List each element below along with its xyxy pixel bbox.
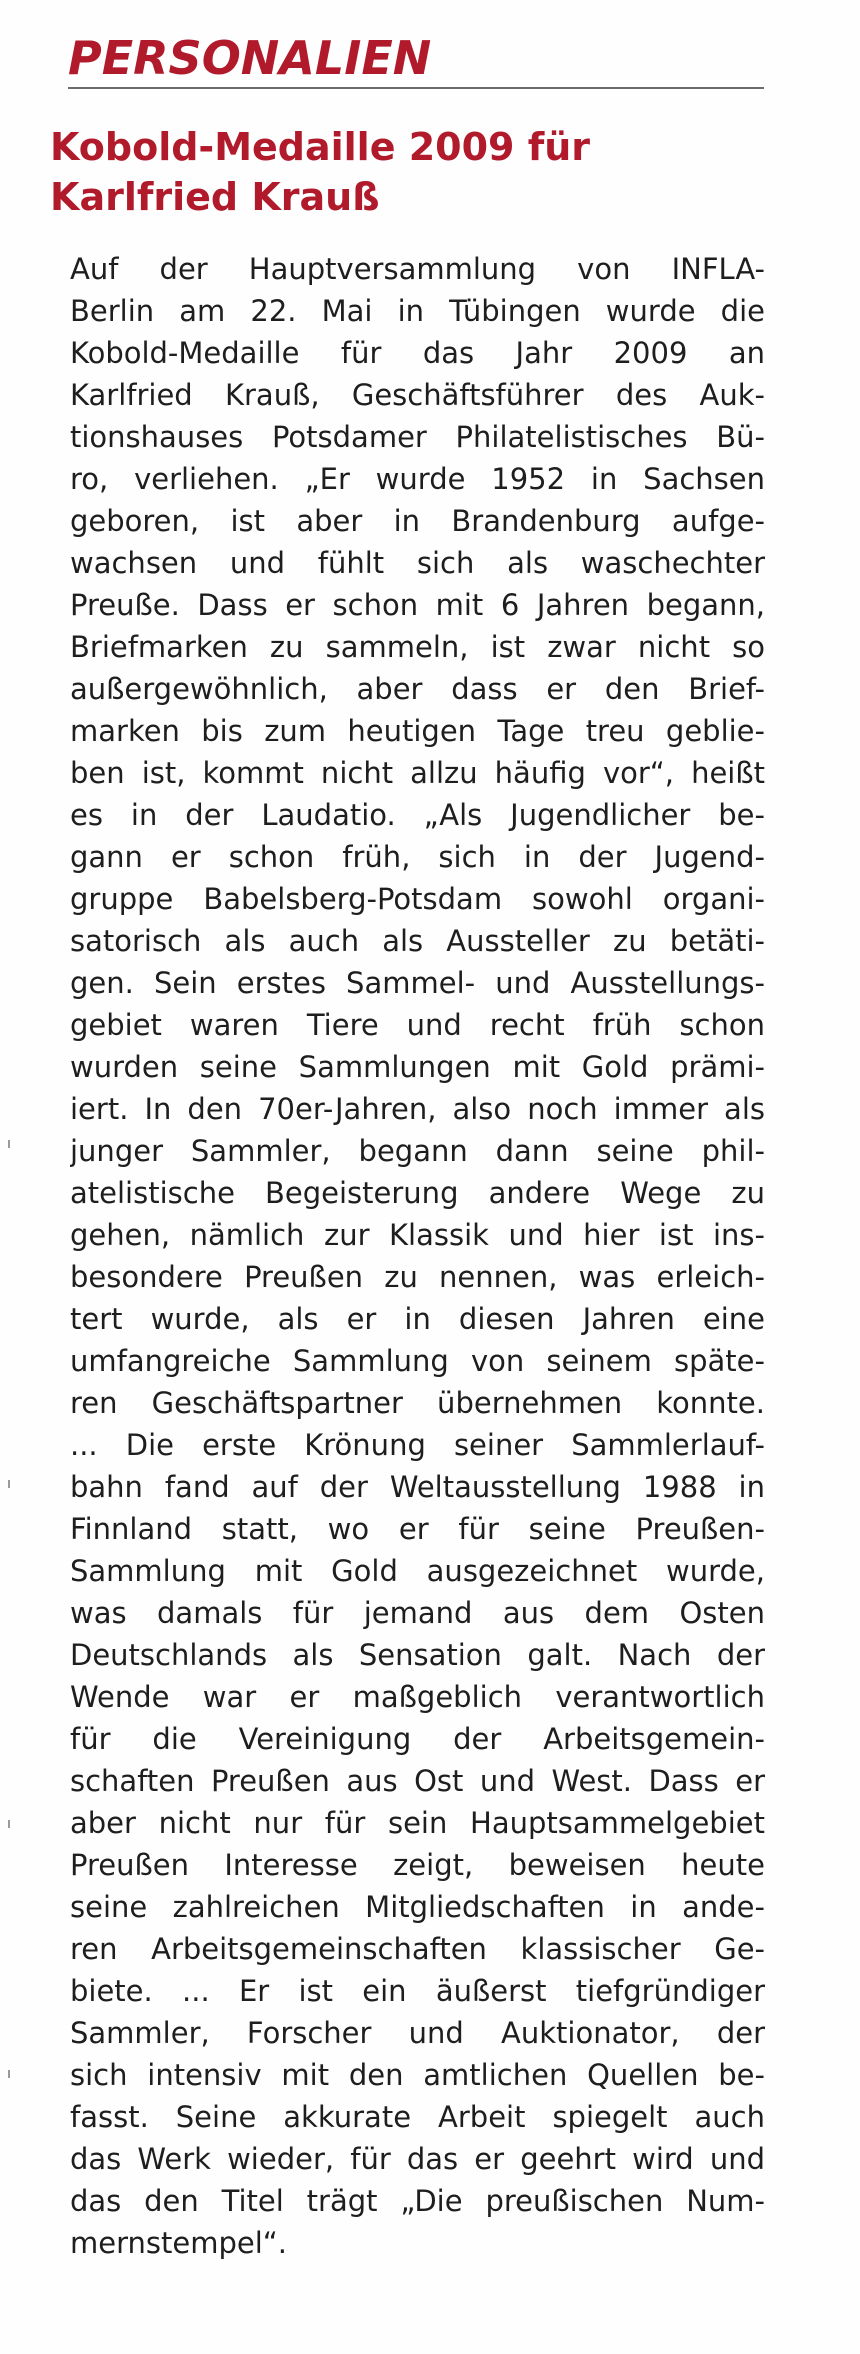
body-text-line: es in der Laudatio. „Als Jugendlicher be- — [70, 798, 765, 832]
body-text-line: mernstempel“. — [70, 2226, 288, 2260]
body-text-line: atelistische Begeisterung andere Wege zu — [70, 1176, 765, 1210]
section-title: PERSONALIEN — [68, 31, 432, 85]
body-text-line: ren Geschäftspartner übernehmen konnte. — [70, 1386, 765, 1420]
binding-mark — [8, 1140, 10, 1148]
body-text-line: ... Die erste Krönung seiner Sammlerlauf- — [70, 1428, 765, 1462]
headline-line: Karlfried Krauß — [50, 175, 380, 219]
article-headline — [50, 122, 780, 222]
body-text-line: Karlfried Krauß, Geschäftsführer des Auk- — [70, 378, 765, 412]
body-text-line: Finnland statt, wo er für seine Preußen- — [70, 1512, 765, 1546]
body-text-line: biete. ... Er ist ein äußerst tiefgründiger — [70, 1974, 765, 2008]
body-text-line: tionshauses Potsdamer Philatelistisches Bü- — [70, 420, 765, 454]
headline-line: Kobold-Medaille 2009 für — [50, 125, 591, 169]
body-text-line: schaften Preußen aus Ost und West. Dass er — [70, 1764, 765, 1798]
body-text-line: tert wurde, als er in diesen Jahren eine — [70, 1302, 765, 1336]
body-text-line: gann er schon früh, sich in der Jugend- — [70, 840, 765, 874]
body-text-line: wurden seine Sammlungen mit Gold prämi- — [70, 1050, 765, 1084]
body-text-line: gehen, nämlich zur Klassik und hier ist ins- — [70, 1218, 765, 1252]
body-text-line: Sammler, Forscher und Auktionator, der — [70, 2016, 765, 2050]
body-text-line: seine zahlreichen Mitgliedschaften in ande- — [70, 1890, 765, 1924]
body-text-line: gen. Sein erstes Sammel- und Ausstellungs- — [70, 966, 765, 1000]
body-text-line: iert. In den 70er-Jahren, also noch immer als — [70, 1092, 765, 1126]
body-text-line: wachsen und fühlt sich als waschechter — [70, 546, 765, 580]
body-text-line: was damals für jemand aus dem Osten — [70, 1596, 765, 1630]
body-text-line: sich intensiv mit den amtlichen Quellen be- — [70, 2058, 765, 2092]
body-text-line: Berlin am 22. Mai in Tübingen wurde die — [70, 294, 765, 328]
body-text-line: Sammlung mit Gold ausgezeichnet wurde, — [70, 1554, 765, 1588]
binding-mark — [8, 1820, 10, 1828]
body-text-line: außergewöhnlich, aber dass er den Brief- — [70, 672, 765, 706]
body-text-line: besondere Preußen zu nennen, was erleich- — [70, 1260, 765, 1294]
body-text-line: ben ist, kommt nicht allzu häufig vor“, heißt — [70, 756, 765, 790]
binding-mark — [8, 2070, 10, 2078]
body-text-line: ren Arbeitsgemeinschaften klassischer Ge- — [70, 1932, 765, 1966]
body-text-line: umfangreiche Sammlung von seinem späte- — [70, 1344, 765, 1378]
body-text-line: Deutschlands als Sensation galt. Nach der — [70, 1638, 765, 1672]
body-text-line: aber nicht nur für sein Hauptsammelgebiet — [70, 1806, 765, 1840]
body-text-line: marken bis zum heutigen Tage treu geblie- — [70, 714, 765, 748]
body-text-line: bahn fand auf der Weltausstellung 1988 in — [70, 1470, 765, 1504]
article-body — [70, 248, 765, 2264]
body-text-line: für die Vereinigung der Arbeitsgemein- — [70, 1722, 765, 1756]
body-text-line: Briefmarken zu sammeln, ist zwar nicht so — [70, 630, 765, 664]
body-text-line: Kobold-Medaille für das Jahr 2009 an — [70, 336, 765, 370]
body-text-line: Preuße. Dass er schon mit 6 Jahren begann, — [70, 588, 765, 622]
body-text-line: junger Sammler, begann dann seine phil- — [70, 1134, 765, 1168]
binding-mark — [8, 1480, 10, 1488]
body-text-line: ro, verliehen. „Er wurde 1952 in Sachsen — [70, 462, 765, 496]
body-text-line: satorisch als auch als Aussteller zu betäti- — [70, 924, 765, 958]
section-divider — [68, 87, 764, 89]
body-text-line: gruppe Babelsberg-Potsdam sowohl organi- — [70, 882, 765, 916]
body-text-line: gebiet waren Tiere und recht früh schon — [70, 1008, 765, 1042]
body-text-line: Auf der Hauptversammlung von INFLA- — [70, 252, 765, 286]
section-header — [68, 26, 768, 96]
body-text-line: das Werk wieder, für das er geehrt wird und — [70, 2142, 765, 2176]
body-text-line: Preußen Interesse zeigt, beweisen heute — [70, 1848, 765, 1882]
body-text-line: geboren, ist aber in Brandenburg aufge- — [70, 504, 765, 538]
body-text-line: Wende war er maßgeblich verantwortlich — [70, 1680, 765, 1714]
body-text-line: fasst. Seine akkurate Arbeit spiegelt auch — [70, 2100, 765, 2134]
body-text-line: das den Titel trägt „Die preußischen Num- — [70, 2184, 765, 2218]
